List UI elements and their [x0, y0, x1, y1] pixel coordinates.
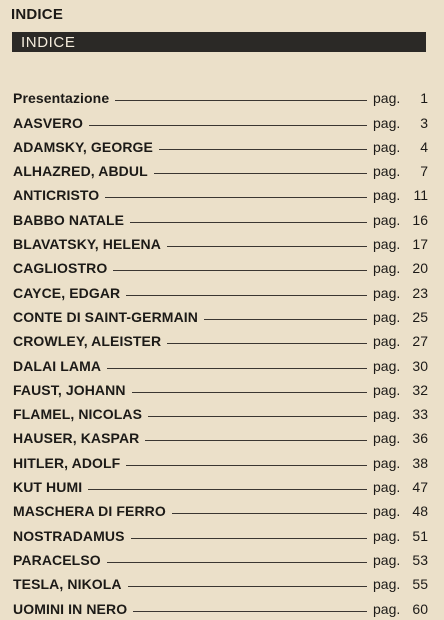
toc-entry-title: HAUSER, KASPAR [13, 430, 140, 447]
toc-entry-title: UOMINI IN NERO [13, 600, 128, 617]
leader-line [131, 538, 367, 539]
leader-line [159, 149, 367, 150]
toc-row[interactable] [13, 179, 428, 203]
leader-line [132, 392, 367, 393]
toc-row[interactable] [13, 325, 428, 349]
toc-row[interactable] [13, 349, 428, 373]
toc-entry-title: PARACELSO [13, 551, 101, 568]
toc-page-number: 23 [412, 284, 428, 301]
toc-page-number: 16 [412, 211, 428, 228]
toc-page-number: 38 [412, 454, 428, 471]
toc-page-number: 33 [412, 406, 428, 423]
toc-page-prefix: pag. [373, 454, 401, 471]
leader-line [167, 343, 367, 344]
toc-page-number: 7 [420, 163, 428, 180]
toc-page-prefix: pag. [373, 138, 401, 155]
leader-line [105, 197, 367, 198]
toc-entry-title: HITLER, ADOLF [13, 454, 121, 471]
toc-entry-title: CONTE DI SAINT-GERMAIN [13, 308, 198, 325]
heading-title: INDICE [21, 33, 76, 51]
toc-row[interactable] [13, 203, 428, 227]
toc-entry-title: MASCHERA DI FERRO [13, 503, 166, 520]
toc-row[interactable] [13, 446, 428, 470]
toc-page-number: 27 [412, 333, 428, 350]
leader-line [107, 368, 367, 369]
leader-line [167, 246, 367, 247]
toc-page-prefix: pag. [373, 284, 401, 301]
toc-page-prefix: pag. [373, 600, 401, 617]
toc-page-number: 4 [420, 138, 428, 155]
toc-entry-title: FAUST, JOHANN [13, 381, 126, 398]
toc-page-prefix: pag. [373, 381, 401, 398]
toc-entry-title: BLAVATSKY, HELENA [13, 236, 161, 253]
toc-entry-title: DALAI LAMA [13, 357, 102, 374]
leader-line [126, 465, 367, 466]
leader-line [145, 440, 367, 441]
toc-row[interactable] [13, 228, 428, 252]
toc-entry-title: CROWLEY, ALEISTER [13, 333, 162, 350]
toc-row[interactable] [13, 519, 428, 543]
toc-row[interactable] [13, 495, 428, 519]
leader-line [89, 125, 367, 126]
toc-page-prefix: pag. [373, 406, 401, 423]
toc-page-number: 25 [412, 308, 428, 325]
leader-line [154, 173, 367, 174]
toc-row[interactable] [13, 155, 428, 179]
toc-entry-title: ADAMSKY, GEORGE [13, 138, 153, 155]
toc-row[interactable] [13, 82, 428, 106]
leader-line [130, 222, 367, 223]
toc-page-prefix: pag. [373, 503, 401, 520]
leader-line [148, 416, 367, 417]
toc-row[interactable] [13, 374, 428, 398]
toc-entry-title: NOSTRADAMUS [13, 527, 125, 544]
toc-entry-title: CAYCE, EDGAR [13, 284, 121, 301]
heading-bar [12, 32, 426, 52]
toc-row[interactable] [13, 592, 428, 616]
toc-page-prefix: pag. [373, 114, 401, 131]
toc-row[interactable] [13, 544, 428, 568]
leader-line [113, 270, 367, 271]
toc-entry-title: FLAMEL, NICOLAS [13, 406, 143, 423]
toc-page-prefix: pag. [373, 308, 401, 325]
toc-row[interactable] [13, 276, 428, 300]
toc-page-prefix: pag. [373, 357, 401, 374]
leader-line [172, 513, 367, 514]
leader-line [204, 319, 367, 320]
toc-page-prefix: pag. [373, 479, 401, 496]
leader-line [133, 611, 367, 612]
toc-entry-title: Presentazione [13, 90, 110, 107]
page-label: INDICE [11, 6, 64, 23]
toc-page-number: 20 [412, 260, 428, 277]
toc-page-prefix: pag. [373, 163, 401, 180]
toc-page-prefix: pag. [373, 187, 401, 204]
toc-row[interactable] [13, 398, 428, 422]
leader-line [126, 295, 367, 296]
toc-page-prefix: pag. [373, 236, 401, 253]
toc-row[interactable] [13, 568, 428, 592]
toc-row[interactable] [13, 252, 428, 276]
toc-row[interactable] [13, 131, 428, 155]
toc-page-prefix: pag. [373, 333, 401, 350]
toc-page-number: 55 [412, 576, 428, 593]
toc-entry-title: CAGLIOSTRO [13, 260, 108, 277]
toc-page-number: 32 [412, 381, 428, 398]
toc-page-prefix: pag. [373, 211, 401, 228]
toc-row[interactable] [13, 106, 428, 130]
toc-row[interactable] [13, 471, 428, 495]
toc-page-number: 3 [420, 114, 428, 131]
toc-page-number: 60 [412, 600, 428, 617]
toc-entry-title: ALHAZRED, ABDUL [13, 163, 148, 180]
toc-page-number: 36 [412, 430, 428, 447]
toc-entry-title: BABBO NATALE [13, 211, 125, 228]
toc-row[interactable] [13, 301, 428, 325]
toc-page-prefix: pag. [373, 576, 401, 593]
toc-entry-title: KUT HUMI [13, 479, 83, 496]
leader-line [128, 586, 367, 587]
toc-page-prefix: pag. [373, 260, 401, 277]
leader-line [107, 562, 367, 563]
leader-line [88, 489, 367, 490]
toc-page-number: 48 [412, 503, 428, 520]
toc-page-number: 1 [420, 90, 428, 107]
toc-row[interactable] [13, 422, 428, 446]
toc-page-prefix: pag. [373, 551, 401, 568]
toc-page-number: 17 [412, 236, 428, 253]
toc-page-number: 11 [413, 187, 428, 204]
toc-page-number: 51 [412, 527, 428, 544]
toc-page-prefix: pag. [373, 527, 401, 544]
toc-page-number: 47 [412, 479, 428, 496]
toc-page-prefix: pag. [373, 430, 401, 447]
toc-page-number: 53 [412, 551, 428, 568]
toc-entry-title: AASVERO [13, 114, 83, 131]
toc-entry-title: ANTICRISTO [13, 187, 100, 204]
toc-entry-title: TESLA, NIKOLA [13, 576, 122, 593]
leader-line [115, 100, 367, 101]
toc-page-number: 30 [412, 357, 428, 374]
toc-page-prefix: pag. [373, 90, 401, 107]
table-of-contents [13, 82, 428, 617]
